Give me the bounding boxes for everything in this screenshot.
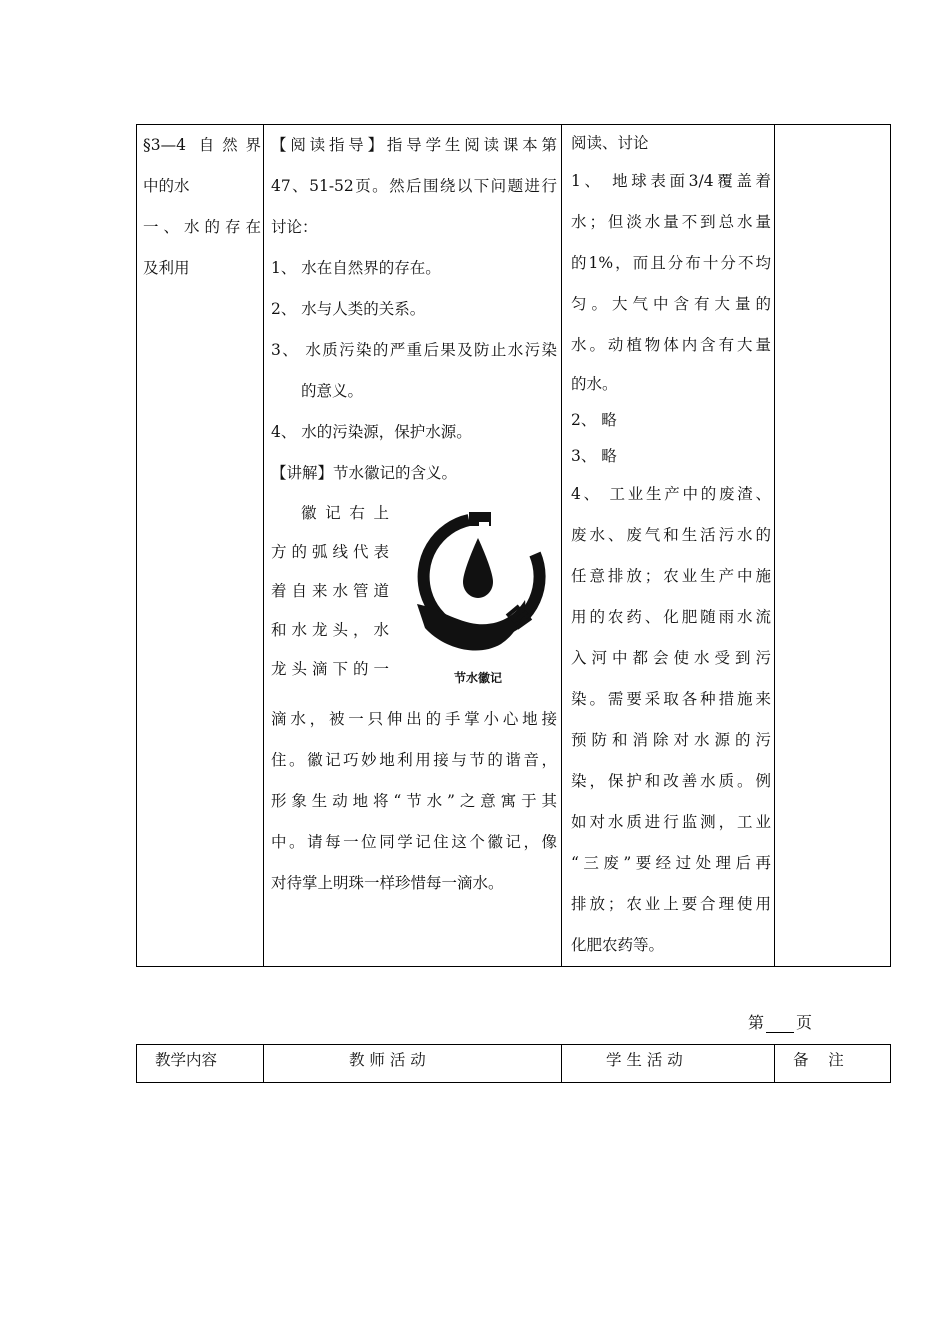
column-divider: [561, 125, 562, 966]
question-item: 的意义。: [301, 382, 364, 400]
question-item: 4、 水的污染源，保护水源。: [271, 423, 472, 441]
reading-guide: 讨论：: [271, 218, 318, 236]
column-divider: [774, 125, 775, 966]
section-title-line: 一、水的存在: [143, 218, 261, 236]
content-column: [143, 125, 261, 289]
student-line: 水。动植物体内含有大量: [571, 336, 771, 354]
reading-guide: 【阅读指导】指导学生阅读课本第: [271, 136, 557, 154]
emblem-description: [271, 494, 389, 689]
explain-heading: 【讲解】节水徽记的含义。: [271, 464, 458, 482]
teacher-column: [271, 125, 557, 904]
student-line: 废水、废气和生活污水的: [571, 526, 771, 544]
header-student: 学 生 活 动: [606, 1051, 683, 1069]
student-line: 用的农药、化肥随雨水流: [571, 608, 771, 626]
student-line: 预防和消除对水源的污: [571, 731, 771, 749]
student-line: 排放；农业上要合理使用: [571, 895, 771, 913]
table-header-row: [136, 1044, 891, 1083]
student-line: 阅读、讨论: [571, 134, 649, 152]
page-number: [748, 1010, 812, 1033]
student-line: 4、 工业生产中的废渣、: [571, 485, 771, 503]
section-title-line: 及利用: [143, 259, 190, 277]
student-line: 2、 略: [571, 411, 617, 429]
explain-text: 滴水，被一只伸出的手掌小心地接: [271, 710, 557, 728]
page-number-blank: [766, 1016, 794, 1033]
student-line: 任意排放；农业生产中施: [571, 567, 771, 585]
question-item: 2、 水与人类的关系。: [271, 300, 426, 318]
emblem-caption: 节水徽记: [453, 671, 503, 685]
water-saving-emblem-icon: [407, 508, 549, 698]
page-suffix: 页: [796, 1013, 813, 1032]
student-line: 化肥农药等。: [571, 936, 665, 954]
column-divider: [774, 1045, 775, 1082]
lesson-table: [136, 124, 891, 967]
column-divider: [263, 125, 264, 966]
column-divider: [561, 1045, 562, 1082]
student-line: 匀。大气中含有大量的: [571, 295, 771, 313]
student-line: 的1%，而且分布十分不均: [571, 254, 771, 272]
header-teacher: 教 师 活 动: [349, 1051, 426, 1069]
student-line: 的水。: [571, 375, 618, 393]
student-line: 水；但淡水量不到总水量: [571, 213, 771, 231]
student-line: 1、 地球表面3/4覆盖着: [571, 172, 771, 190]
page-prefix: 第: [748, 1013, 765, 1032]
question-item: 1、 水在自然界的存在。: [271, 259, 441, 277]
student-line: 如对水质进行监测，工业: [571, 813, 771, 831]
student-line: 3、 略: [571, 447, 617, 465]
emblem-block: [271, 494, 557, 699]
explain-text: 对待掌上明珠一样珍惜每一滴水。: [271, 874, 504, 892]
emblem-line: 徽记右上: [301, 504, 389, 522]
emblem-line: 着自来水管道: [271, 582, 389, 600]
column-divider: [263, 1045, 264, 1082]
section-title-line: 中的水: [143, 177, 190, 195]
header-content: 教学内容: [155, 1051, 218, 1069]
emblem-line: 方的弧线代表: [271, 543, 389, 561]
explain-text: 形象生动地将“节水”之意寓于其: [271, 792, 557, 810]
question-item: 3、 水质污染的严重后果及防止水污染: [271, 341, 557, 359]
emblem-line: 龙头滴下的一: [271, 660, 389, 678]
student-line: 入河中都会使水受到污: [571, 649, 771, 667]
student-column: [571, 125, 771, 966]
emblem-line: 和水龙头，水: [271, 621, 389, 639]
student-line: “三废”要经过处理后再: [571, 854, 771, 872]
student-line: 染。需要采取各种措施来: [571, 690, 771, 708]
reading-guide: 47、51-52页。然后围绕以下问题进行: [271, 177, 557, 195]
student-line: 染，保护和改善水质。例: [571, 772, 771, 790]
explain-text: 住。徽记巧妙地利用接与节的谐音，: [271, 751, 557, 769]
explain-text: 中。请每一位同学记住这个徽记，像: [271, 833, 557, 851]
header-notes: 备 注: [793, 1051, 844, 1069]
section-title-line: §3—4 自然界: [143, 136, 261, 154]
